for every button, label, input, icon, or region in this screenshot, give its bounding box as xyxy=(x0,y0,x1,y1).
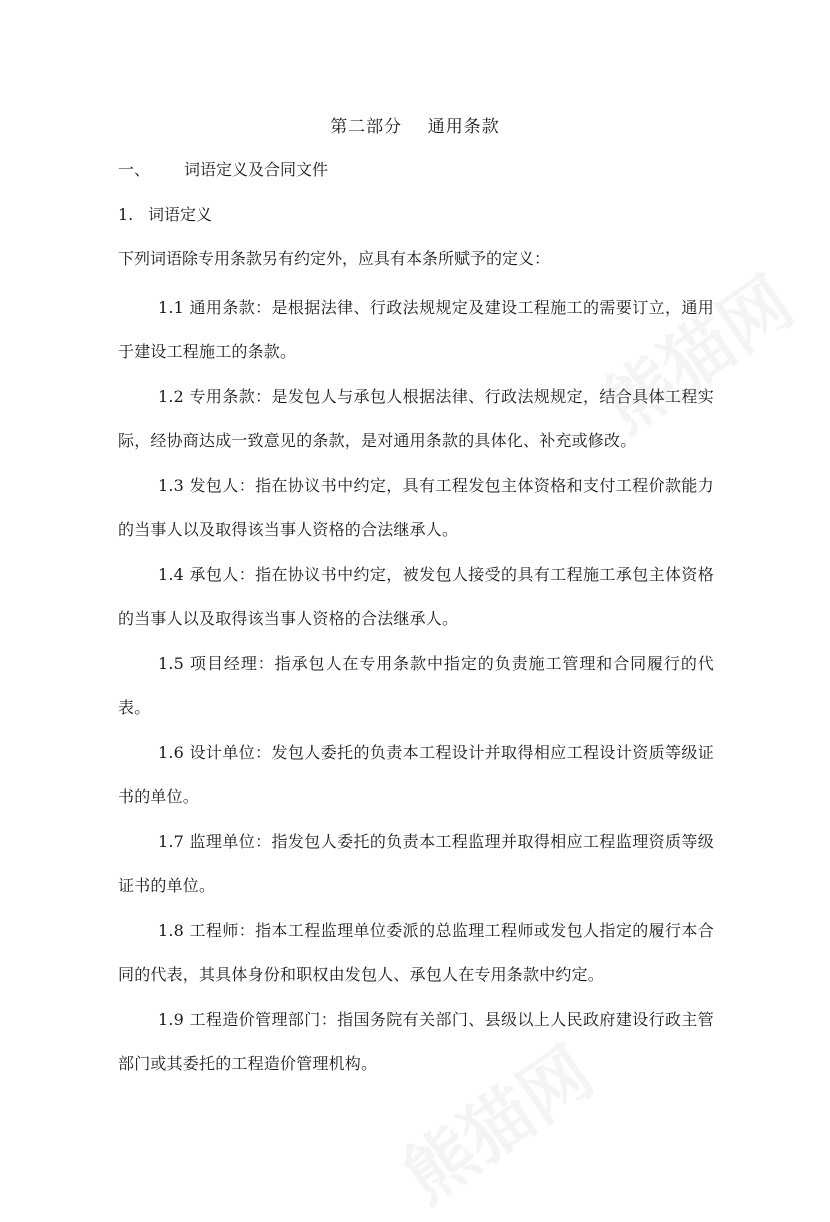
clause-1-9: 1.9 工程造价管理部门：指国务院有关部门、县级以上人民政府建设行政主管部门或其委托的工程造价管理机构。 xyxy=(118,1010,714,1073)
clause-1-2: 1.2 专用条款：是发包人与承包人根据法律、行政法规规定，结合具体工程实际，经协商达成一致意见的条款，是对通用条款的具体化、补充或修改。 xyxy=(118,387,714,450)
clause-1-5: 1.5 项目经理：指承包人在专用条款中指定的负责施工管理和合同履行的代表。 xyxy=(118,654,714,717)
clause-1-7: 1.7 监理单位：指发包人委托的负责本工程监理并取得相应工程监理资质等级证书的单位。 xyxy=(118,832,714,895)
clause-1-4: 1.4 承包人：指在协议书中约定，被发包人接受的具有工程施工承包主体资格的当事人以及取得该当事人资格的合法继承人。 xyxy=(118,565,714,628)
section-number: 一、 xyxy=(118,160,151,179)
clause-1-3: 1.3 发包人：指在协议书中约定，具有工程发包主体资格和支付工程价款能力的当事人以及取得该当事人资格的合法继承人。 xyxy=(118,476,714,539)
subsection-title: 词语定义 xyxy=(148,205,213,224)
clause-1-8: 1.8 工程师：指本工程监理单位委派的总监理工程师或发包人指定的履行本合同的代表，其具体身份和职权由发包人、承包人在专用条款中约定。 xyxy=(118,921,714,984)
subsection-heading xyxy=(118,202,212,225)
section-heading xyxy=(118,157,328,180)
subsection-number: 1. xyxy=(118,205,134,224)
intro-paragraph: 下列词语除专用条款另有约定外，应具有本条所赋予的定义： xyxy=(118,249,551,268)
clause-list xyxy=(118,286,714,1087)
section-title: 词语定义及合同文件 xyxy=(184,160,329,179)
clause-1-6: 1.6 设计单位：发包人委托的负责本工程设计并取得相应工程设计资质等级证书的单位。 xyxy=(118,743,714,806)
page-title: 第二部分 通用条款 xyxy=(330,117,500,137)
clause-1-1: 1.1 通用条款：是根据法律、行政法规规定及建设工程施工的需要订立，通用于建设工程施工的条款。 xyxy=(118,298,714,361)
